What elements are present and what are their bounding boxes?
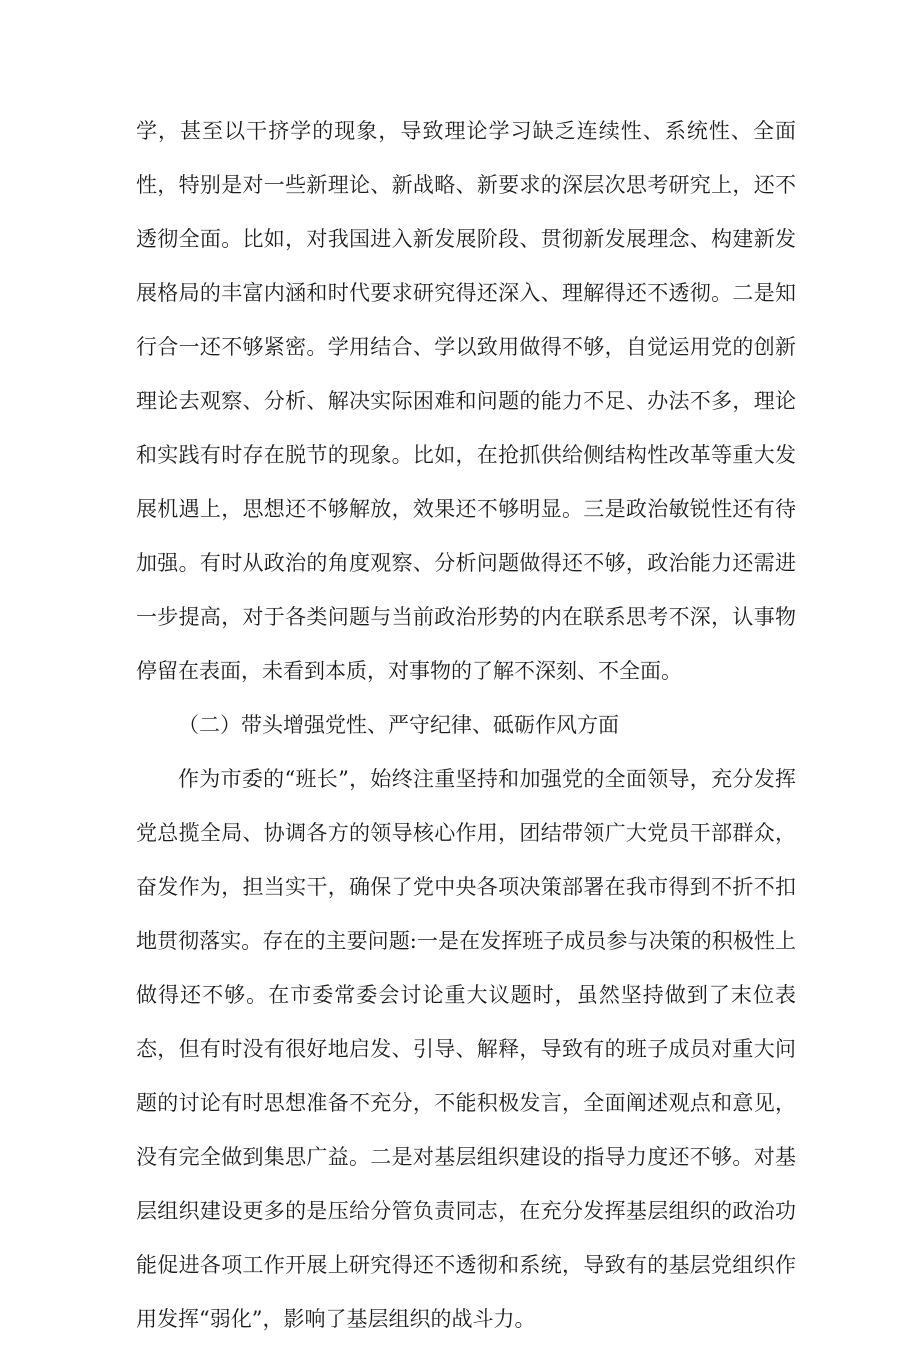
- body-paragraph: 作为市委的“班长”，始终注重坚持和加强党的全面领导，充分发挥党总揽全局、协调各方的领导核心作用，团结带领广大党员干部群众，奋发作为，担当实干，确保了党中央各项决策部署在我市得到不折不扣地贯彻落实。存在的主要问题:一是在发挥班子成员参与决策的积极性上做得还不够。在市委常委会讨论重大议题时，虽然坚持做到了末位表态，但有时没有很好地启发、引导、解释，导致有的班子成员对重大问题的讨论有时思想准备不充分，不能积极发言，全面阐述观点和意见，没有完全做到集思广益。二是对基层组织建设的指导力度还不够。对基层组织建设更多的是压给分管负责同志，在充分发挥基层组织的政治功能促进各项工作开展上研究得还不透彻和系统，导致有的基层党组织作用发挥“弱化”，影响了基层组织的战斗力。: [136, 767, 796, 1331]
- body-paragraph: 学，甚至以干挤学的现象，导致理论学习缺乏连续性、系统性、全面性，特别是对一些新理论、新战略、新要求的深层次思考研究上，还不透彻全面。比如，对我国进入新发展阶段、贯彻新发展理念、构建新发展格局的丰富内涵和时代要求研究得还深入、理解得还不透彻。二是知行合一还不够紧密。学用结合、学以致用做得不够，自觉运用党的创新理论去观察、分析、解决实际困难和问题的能力不足、办法不多，理论和实践有时存在脱节的现象。比如，在抢抓供给侧结构性改革等重大发展机遇上，思想还不够解放，效果还不够明显。三是政治敏锐性还有待加强。有时从政治的角度观察、分析问题做得还不够，政治能力还需进一步提高，对于各类问题与当前政治形势的内在联系思考不深，认事物停留在表面，未看到本质，对事物的了解不深刻、不全面。: [136, 119, 796, 683]
- document-body: [136, 104, 796, 1346]
- section-heading: （二）带头增强党性、严守纪律、砥砺作风方面: [178, 713, 619, 737]
